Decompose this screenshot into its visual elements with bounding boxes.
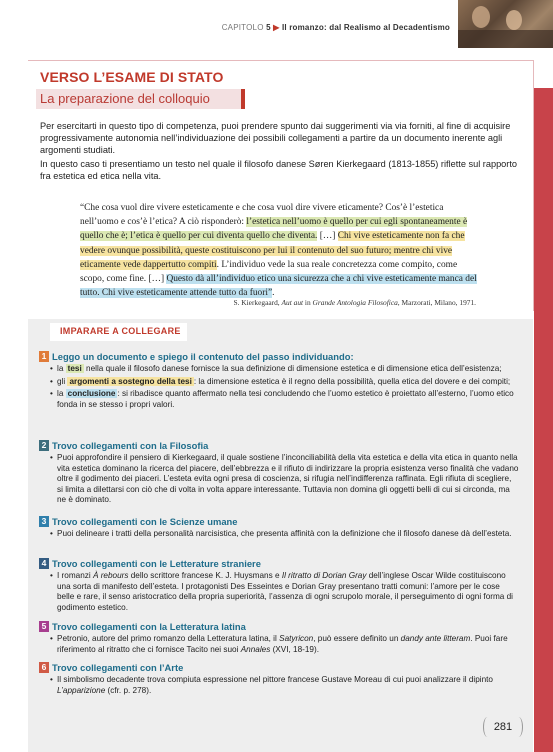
chapter-number: 5 (266, 23, 271, 32)
tag-tesi: tesi (67, 364, 82, 373)
citation-in: in (303, 298, 313, 307)
work-title: dandy ante litteram (400, 634, 471, 643)
bullet-text: Petronio, autore del primo romanzo della Letteratura latina, il (57, 634, 280, 643)
chapter-header (222, 23, 450, 32)
bullet-text: la (57, 364, 66, 373)
list-item (57, 389, 519, 410)
work-title: Annales (240, 644, 271, 654)
bullet-list (39, 529, 519, 540)
list-item (57, 377, 519, 388)
bullet-list (39, 634, 519, 655)
work-title: L’apparizione (57, 685, 106, 695)
intro-text (40, 120, 518, 183)
tag-conclusione: conclusione (67, 389, 116, 399)
page-number: 281 (483, 717, 523, 737)
quote-highlight-tesi: l’estetica nell’uomo è quello per cui egli spontaneamente è quello che è; l’etica è quello per cui diventa quello che diventa. (80, 217, 468, 242)
bullet-text: dell’inglese Oscar Wilde costituiscono una sorta di manifesto dell’esteta. I protagonisti Des Esseintes e Dorian Gray presentano tratti comuni: l’amore per le cose belle e rare, il senso aristocratico della propria superiorità, l’assenza di ogni scrupolo morale, il perseguimento di ogni forma di godimento estetico. (57, 571, 514, 612)
section-heading-text: Trovo collegamenti con la Letteratura latina (52, 621, 246, 632)
bullet-text: gli (57, 376, 68, 386)
citation-work: Aut aut (281, 298, 304, 307)
bullet-text: : si ribadisce quanto affermato nella tesi concludendo che l’uomo estetico è proiettato all’esterno, l’uomo etico fonda in se stesso i propri valori. (57, 389, 514, 409)
section-number-badge: 3 (39, 516, 49, 527)
section-heading (39, 351, 519, 363)
bullet-list (39, 453, 519, 506)
quote-text: […] (317, 231, 338, 242)
section-heading (39, 440, 519, 452)
bullet-list (39, 364, 519, 410)
bullet-text: nella quale il filosofo danese fornisce la sua definizione di dimensione estetica e di dimensione etica dell’esistenza; (83, 364, 502, 373)
kierkegaard-quote (80, 201, 480, 300)
section-heading (39, 621, 519, 633)
bullet-text: dello scrittore francese K. J. Huysmans e (128, 571, 282, 580)
section-heading-text: Trovo collegamenti con le Letterature straniere (52, 558, 261, 569)
section-subtitle-band (36, 89, 245, 109)
section-heading-text: Trovo collegamenti con l’Arte (52, 662, 184, 673)
bullet-text: . Puoi fare riferimento al ritratto che ci fornisce Tacito nei suoi (57, 634, 508, 654)
citation-author: S. Kierkegaard, (233, 298, 280, 307)
running-header (0, 0, 553, 48)
quote-highlight-conclusione: Questo dà all’individuo etico una sicurezza che a chi vive esteticamente manca del tutto. Chi vive esteticamente attende tutto da fuori” (80, 274, 477, 299)
right-edge-bar (534, 88, 553, 752)
bullet-list (39, 571, 519, 613)
citation-anthology: Grande Antologia Filosofica (312, 298, 398, 307)
bullet-text: (cfr. p. 278). (105, 685, 152, 695)
work-title: Il ritratto di Dorian Gray (281, 571, 367, 580)
bullet-text: la (57, 389, 66, 399)
quote-text: “Che cosa vuol dire vivere esteticamente e che cosa vuol dire vivere eticamente? Cos’è l’estetica nell’uomo e cos’è l’etica? A ciò risponderò: (80, 203, 444, 228)
section-heading-text: Leggo un documento e spiego il contenuto del passo individuando: (52, 351, 354, 362)
imparare-tab (50, 323, 187, 341)
collegamento-section-3 (39, 516, 519, 542)
quote-citation (80, 298, 476, 307)
tag-argomenti: argomenti a sostegno della tesi (69, 376, 192, 386)
list-item: • Puoi delineare i tratti della personalità narcisistica, che presenta affinità con la definizione che il filosofo danese dà dell’esteta. (57, 529, 519, 540)
section-number-badge: 6 (39, 662, 49, 673)
section-heading (39, 558, 519, 570)
collegamento-section-1 (39, 351, 519, 412)
work-title: Satyricon (279, 634, 314, 643)
section-number-badge: 5 (39, 621, 49, 632)
list-item (57, 675, 519, 696)
citation-publisher: , Marzorati, Milano, 1971. (397, 298, 476, 307)
bullet-text: Il simbolismo decadente trova compiuta espressione nel pittore francese Gustave Moreau di cui puoi analizzare il dipinto (57, 675, 493, 684)
work-title: À rebours (92, 571, 129, 580)
chapter-arrow-icon: ▶ (273, 23, 280, 32)
section-title: VERSO L’ESAME DI STATO (40, 69, 224, 85)
header-painting-thumbnail (458, 0, 553, 48)
section-subtitle: La preparazione del colloquio (40, 91, 210, 106)
quote-text: . L’individuo vede la sua reale concretezza come compito, come scopo, come fine. […] (80, 259, 458, 285)
section-heading-text: Trovo collegamenti con la Filosofia (52, 440, 209, 451)
section-heading (39, 662, 519, 674)
intro-paragraph-1: Per esercitarti in questo tipo di competenza, puoi prendere spunto dai suggerimenti via via forniti, al fine di acquisire progressivamente autonomia nell’individuazione dei possibili collegamenti a partire da un documento inerente agli argomenti studiati. (40, 121, 511, 156)
bullet-text: : la dimensione estetica è il regno della possibilità, quella etica del dovere e dei compiti; (193, 376, 511, 386)
collegamento-section-2 (39, 440, 519, 508)
quote-highlight-argomenti: Chi vive esteticamente non fa che vedere ovunque possibilità, queste costituiscono per lui il contenuto del suo futuro; mentre chi vive eticamente vede dappertutto compiti (80, 231, 465, 270)
bullet-list (39, 675, 519, 696)
intro-paragraph-2: In questo caso ti presentiamo un testo nel quale il filosofo danese Søren Kierkegaard (1813-1855) riflette sul rapporto fra estetica ed etica nella vita. (40, 158, 518, 181)
chapter-title: Il romanzo: dal Realismo al Decadentismo (281, 23, 450, 32)
list-item (57, 634, 519, 655)
list-item: • Puoi approfondire il pensiero di Kierkegaard, il quale sostiene l’inconciliabilità della vita estetica e della vita etica in quanto nella vita estetica dominano la ricerca del piacere, dell’ebbrezza e il rifiuto di indirizzare la propria esistenza verso finalità che vadano oltre il godimento dei piaceri. L’esteta evita ogni presa di coscienza, si rifugia nell’indifferenza raffinata. Egli rifiuta di scegliere, si limita a dilettarsi con ciò che di volta in volta appare interessante. Tuttavia non domina gli oggetti belli di cui si circonda, ma ne è dominato. (57, 453, 519, 506)
section-number-badge: 4 (39, 558, 49, 569)
section-number-badge: 2 (39, 440, 49, 451)
bullet-text: , può essere definito un (313, 634, 401, 643)
bullet-text: I romanzi (57, 571, 93, 580)
collegamento-section-5 (39, 621, 519, 657)
section-heading (39, 516, 519, 528)
collegamento-section-4 (39, 558, 519, 615)
chapter-label: CAPITOLO (221, 23, 264, 32)
list-item (57, 364, 519, 375)
section-number-badge: 1 (39, 351, 49, 362)
imparare-tab-label: IMPARARE A COLLEGARE (60, 326, 181, 336)
quote-text: . (272, 288, 275, 299)
list-item (57, 571, 519, 613)
collegamento-section-6 (39, 662, 519, 698)
bullet-text: (XVI, 18-19). (270, 644, 319, 654)
section-heading-text: Trovo collegamenti con le Scienze umane (52, 516, 238, 527)
